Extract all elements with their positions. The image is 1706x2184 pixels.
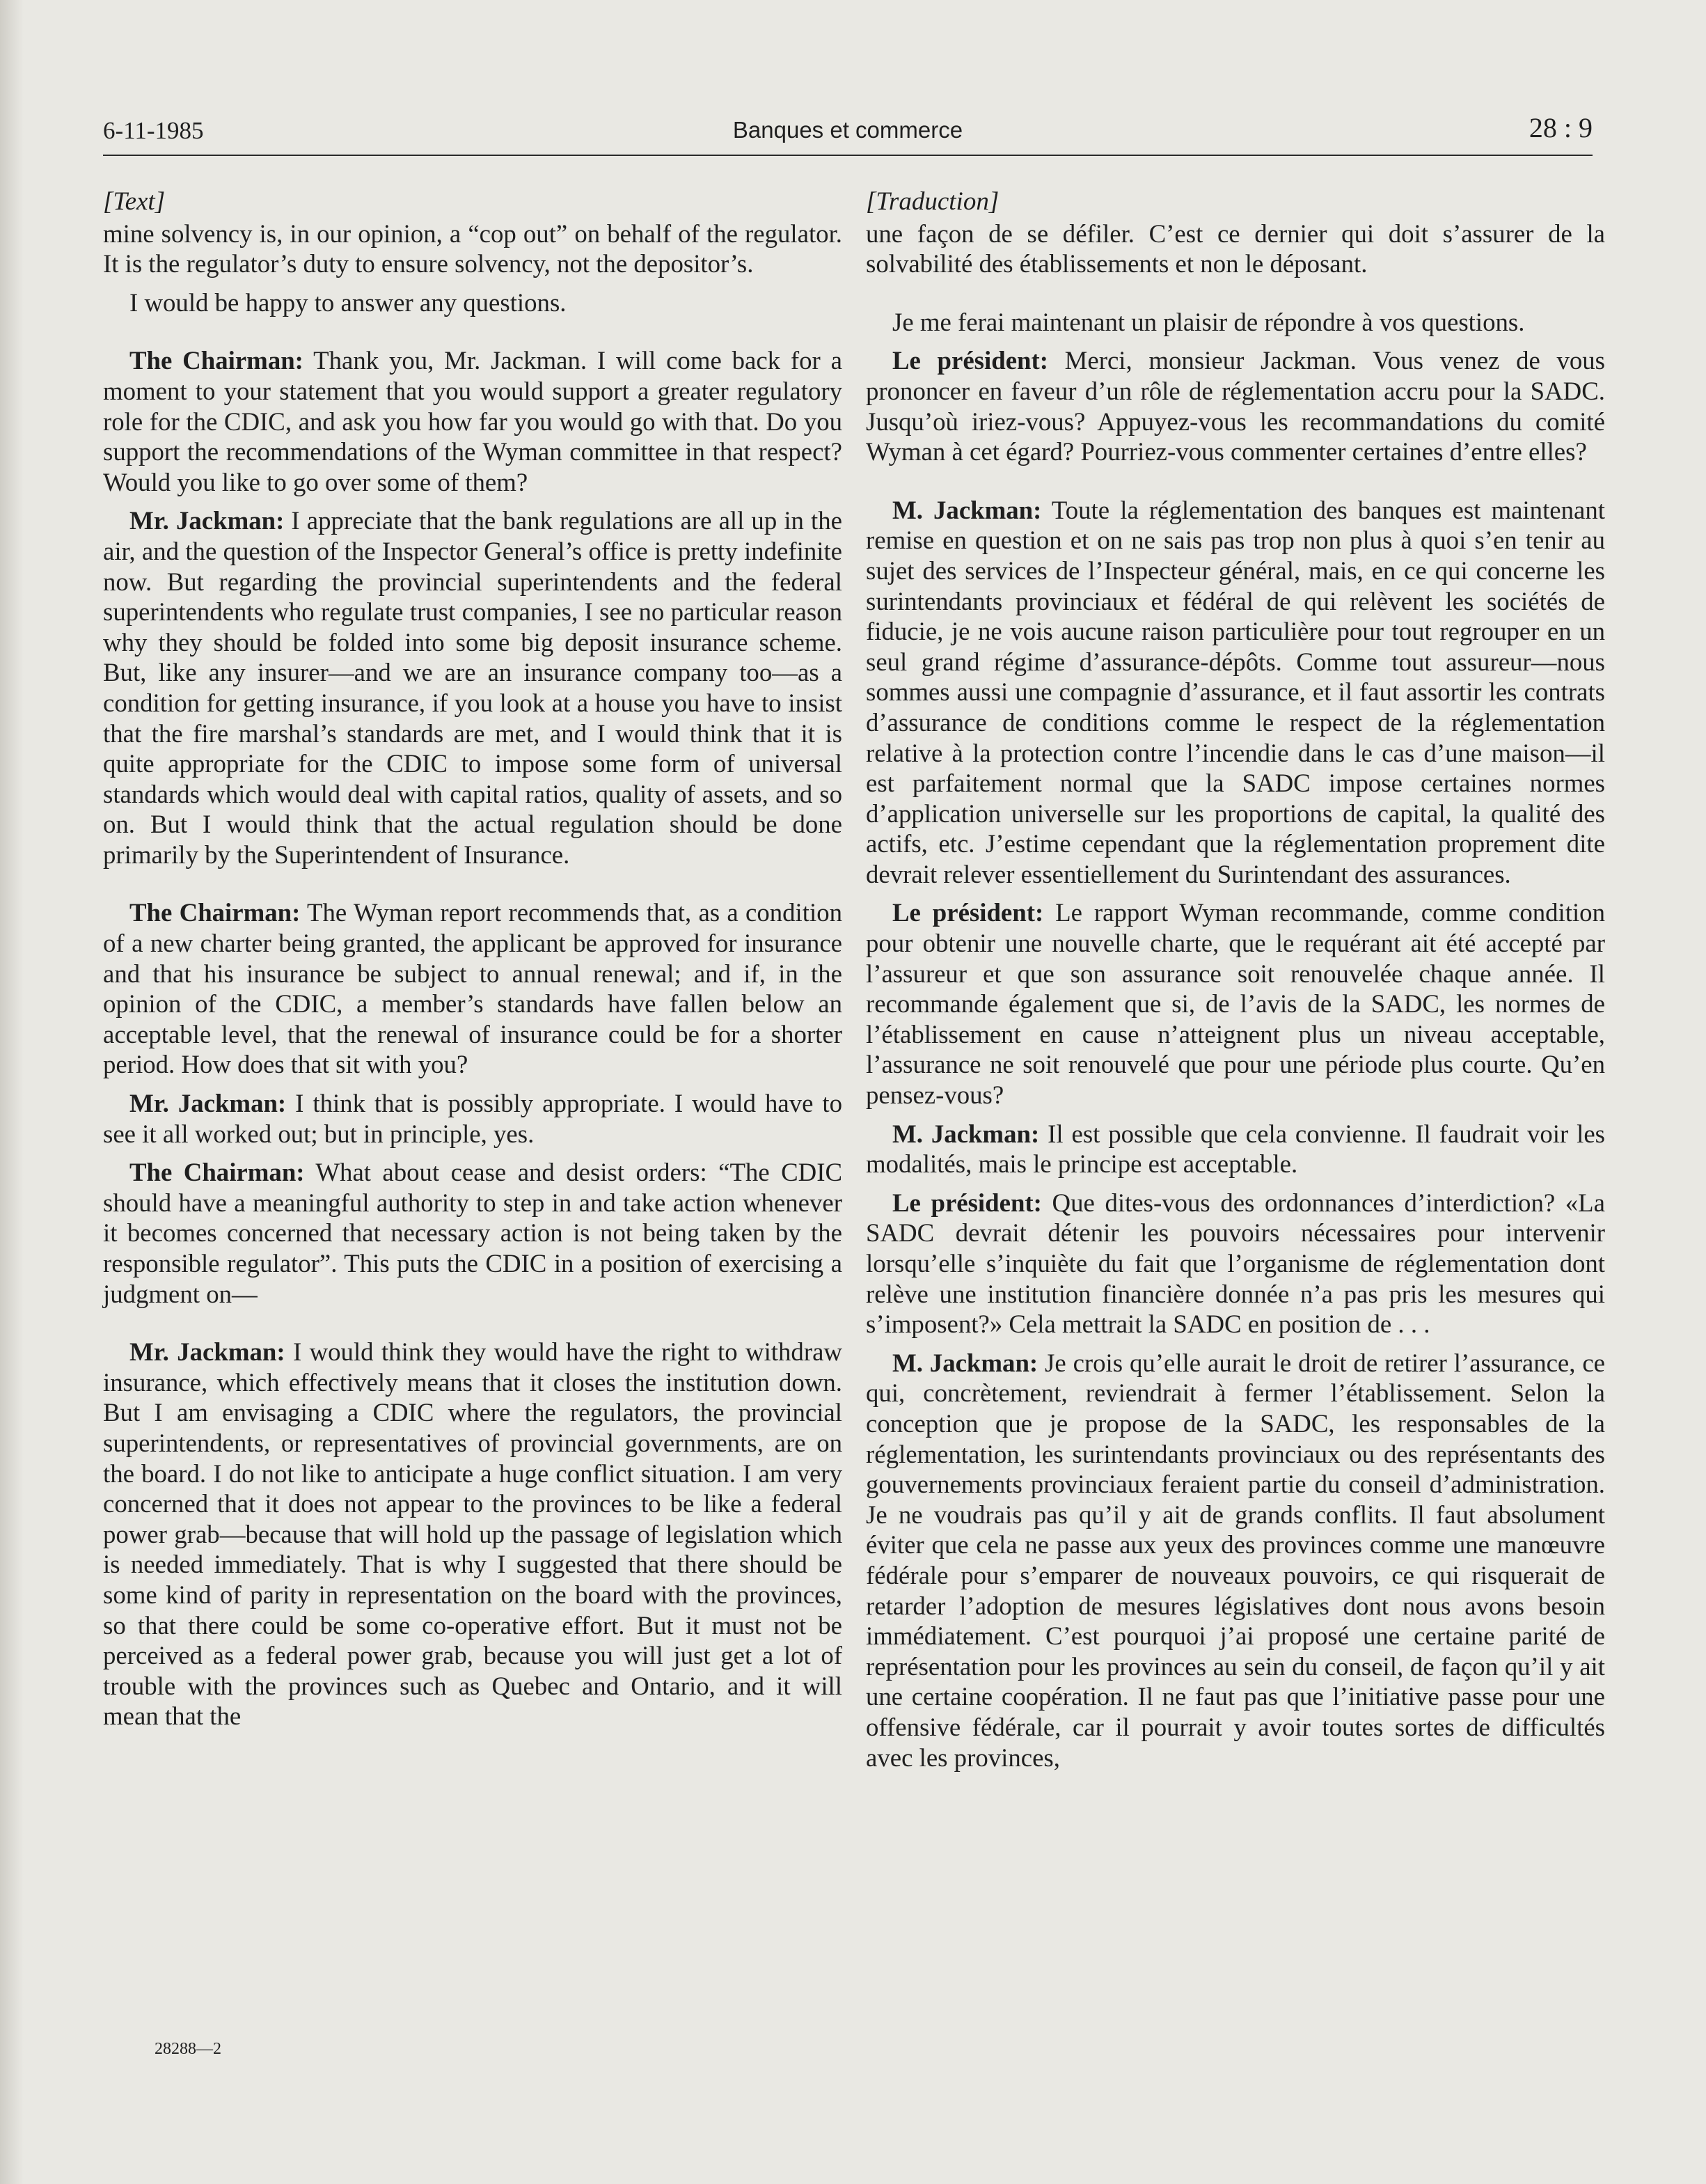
english-column [103,187,842,1731]
paragraph [866,1119,1605,1179]
speaker-name: Le président: [892,1188,1042,1217]
paragraph-text: Je crois qu’elle aurait le droit de retirer l’assurance, ce qui, concrètement, reviendrait à fermer l’établissement. Selon la conception que je propose de la SADC, les responsables de la réglementation, les surintendants provinciaux ou des représentants des gouvernements provinciaux feraient partie du conseil d’administration. Je ne voudrais pas qu’il y ait de grands conflits. Il faut absolument éviter que cela ne passe aux yeux des provinces comme une manœuvre fédérale pour s’emparer de nouveaux pouvoirs, ce qui risquerait de retarder l’adoption de mesures législatives dont nous avons besoin immédiatement. C’est pourquoi j’ai proposé une certaine parité de représentation pour les provinces au sein du conseil, de façon qu’il y ait une certaine coopération. Il ne faut pas que l’initiative passe pour une offensive fédérale, car il pourrait y avoir toutes sortes de difficultés avec les provinces, [866,1348,1605,1772]
paragraph-text: Le rapport Wyman recommande, comme condition pour obtenir une nouvelle charte, que le requérant ait été accepté par l’assureur et que son assurance soit renouvelée chaque année. Il recommande également que si, de l’avis de la SADC, les normes de l’établissement en cause n’atteignent plus un niveau acceptable, l’assurance ne soit renouvelé que pour une période plus courte. Qu’en pensez-vous? [866,898,1605,1110]
speaker-name: Mr. Jackman: [129,1337,285,1367]
column-label: [Text] [103,187,166,216]
paragraph-text: Thank you, Mr. Jackman. I will come back for a moment to your statement that you would support a greater regulatory role for the CDIC, and ask you how far you would go with that. Do you support the recommendations of the Wyman committee in that respect? Would you like to go over some of them? [103,346,842,496]
printer-code: 28288—2 [155,2040,221,2058]
paragraph-text: Je me ferai maintenant un plaisir de répondre à vos questions. [892,307,1525,336]
paragraph [866,897,1605,1110]
page-binding-shadow [0,0,24,2184]
paragraph [103,288,842,318]
speaker-name: M. Jackman: [892,1348,1038,1377]
paragraph [866,219,1605,279]
paragraph-text: The Wyman report recommends that, as a condition of a new charter being granted, the applicant be approved for insurance and that his insurance be subject to annual renewal; and if, in the opinion of the CDIC, a member’s standards have fallen below an acceptable level, that the renewal of insurance could be for a shorter period. How does that sit with you? [103,898,842,1079]
speaker-name: Le président: [892,346,1048,375]
paragraph-text: I would be happy to answer any questions. [129,288,567,317]
paragraph-text: I think that is possibly appropriate. I would have to see it all worked out; but in principle, yes. [103,1089,842,1148]
paragraph-text: Toute la réglementation des banques est maintenant remise en question et on ne sais pas trop non plus à quoi s’en tenir au sujet des services de l’Inspecteur général, mais, en ce qui concerne les surintendants provinciaux et fédéral de qui relèvent les sociétés de fiducie, je ne vois aucune raison particulière pour tout regrouper en un seul grand régime d’assurance-dépôts. Comme tout assureur—nous sommes aussi une compagnie d’assurance, et il faut assortir les contrats d’assurance de conditions comme le respect de la réglementation relative à la protection contre l’incendie dans le cas d’une maison—il est parfaitement normal que la SADC impose certaines normes d’application universelle sur les proportions de capital, la qualité des actifs, etc. J’estime cependant que la réglementation proprement dite devrait relever essentiellement du Surintendant des assurances. [866,495,1605,888]
running-header [103,111,1593,156]
paragraph-text: I would think they would have the right to withdraw insurance, which effectively means that it closes the institution down. But I am envisaging a CDIC where the regulators, the provincial superintendents, or representatives of provincial governments, are on the board. I do not like to anticipate a huge conflict situation. I am very concerned that it does not appear to the provinces to be like a federal power grab—because that will hold up the passage of legislation which is needed immediately. That is why I suggested that there should be some kind of parity in representation on the board with the provinces, so that there could be some co-operative effort. But it must not be perceived as a federal power grab, because you will just get a lot of trouble with the provinces such as Quebec and Ontario, and it will mean that the [103,1337,842,1731]
paragraph [103,505,842,870]
paragraph-text: mine solvency is, in our opinion, a “cop out” on behalf of the regulator. It is the regulator’s duty to ensure solvency, not the depositor’s. [103,219,842,278]
header-date: 6-11-1985 [103,117,204,144]
paragraph-text: What about cease and desist orders: “The CDIC should have a meaningful authority to step in and take action whenever it becomes concerned that necessary action is not being taken by the responsible regulator”. This puts the CDIC in a position of exercising a judgment on— [103,1158,843,1308]
paragraph-text: Merci, monsieur Jackman. Vous venez de vous prononcer en faveur d’un rôle de réglementation accru pour la SADC. Jusqu’où iriez-vous? Appuyez-vous les recommandations du comité Wyman à cet égard? Pourriez-vous commenter certaines d’entre elles? [866,346,1605,466]
paragraph [103,1157,842,1309]
paragraph-text: Il est possible que cela convienne. Il faudrait voir les modalités, mais le principe est acceptable. [866,1119,1605,1179]
paragraph [866,1188,1605,1340]
paragraph [866,307,1605,338]
speaker-name: M. Jackman: [892,495,1042,524]
paragraph-text: une façon de se défiler. C’est ce dernier qui doit s’assurer de la solvabilité des établissements et non le déposant. [866,219,1605,278]
paragraph [103,219,842,279]
speaker-name: The Chairman: [129,898,301,927]
paragraph [103,1337,842,1731]
paragraph-text: Que dites-vous des ordonnances d’interdiction? «La SADC devrait détenir les pouvoirs nécessaires pour intervenir lorsqu’elle s’inquiète du fait que l’organisme de réglementation dont relève une institution financière donnée n’a pas pris les mesures qui s’imposent?» Cela mettrait la SADC en position de . . . [866,1188,1605,1339]
paragraph [103,897,842,1080]
paragraph [866,495,1605,890]
speaker-name: Mr. Jackman: [129,1089,287,1118]
paragraph-text: I appreciate that the bank regulations are all up in the air, and the question of the Inspector General’s office is pretty indefinite now. But regarding the provincial superintendents and the federal superintendents who regulate trust companies, I see no particular reason why they should be folded into some big deposit insurance scheme. But, like any insurer—and we are an insurance company too—as a condition for getting insurance, if you look at a house you have to insist that the fire marshal’s standards are met, and I would think that it is quite appropriate for the CDIC to impose some form of universal standards which would deal with capital ratios, quality of assets, and so on. But I would think that the actual regulation should be done primarily by the Superintendent of Insurance. [103,506,842,869]
speaker-name: The Chairman: [129,1158,305,1187]
paragraph [866,1348,1605,1773]
speaker-name: M. Jackman: [892,1119,1040,1148]
paragraph [103,1088,842,1149]
speaker-name: Mr. Jackman: [129,506,285,535]
page-number: 28 : 9 [1529,112,1593,143]
column-label: [Traduction] [866,187,1000,216]
speaker-name: The Chairman: [129,346,303,375]
header-title: Banques et commerce [732,117,963,143]
paragraph [103,345,842,497]
speaker-name: Le président: [892,898,1044,927]
paragraph [866,345,1605,466]
french-column [866,187,1605,1773]
